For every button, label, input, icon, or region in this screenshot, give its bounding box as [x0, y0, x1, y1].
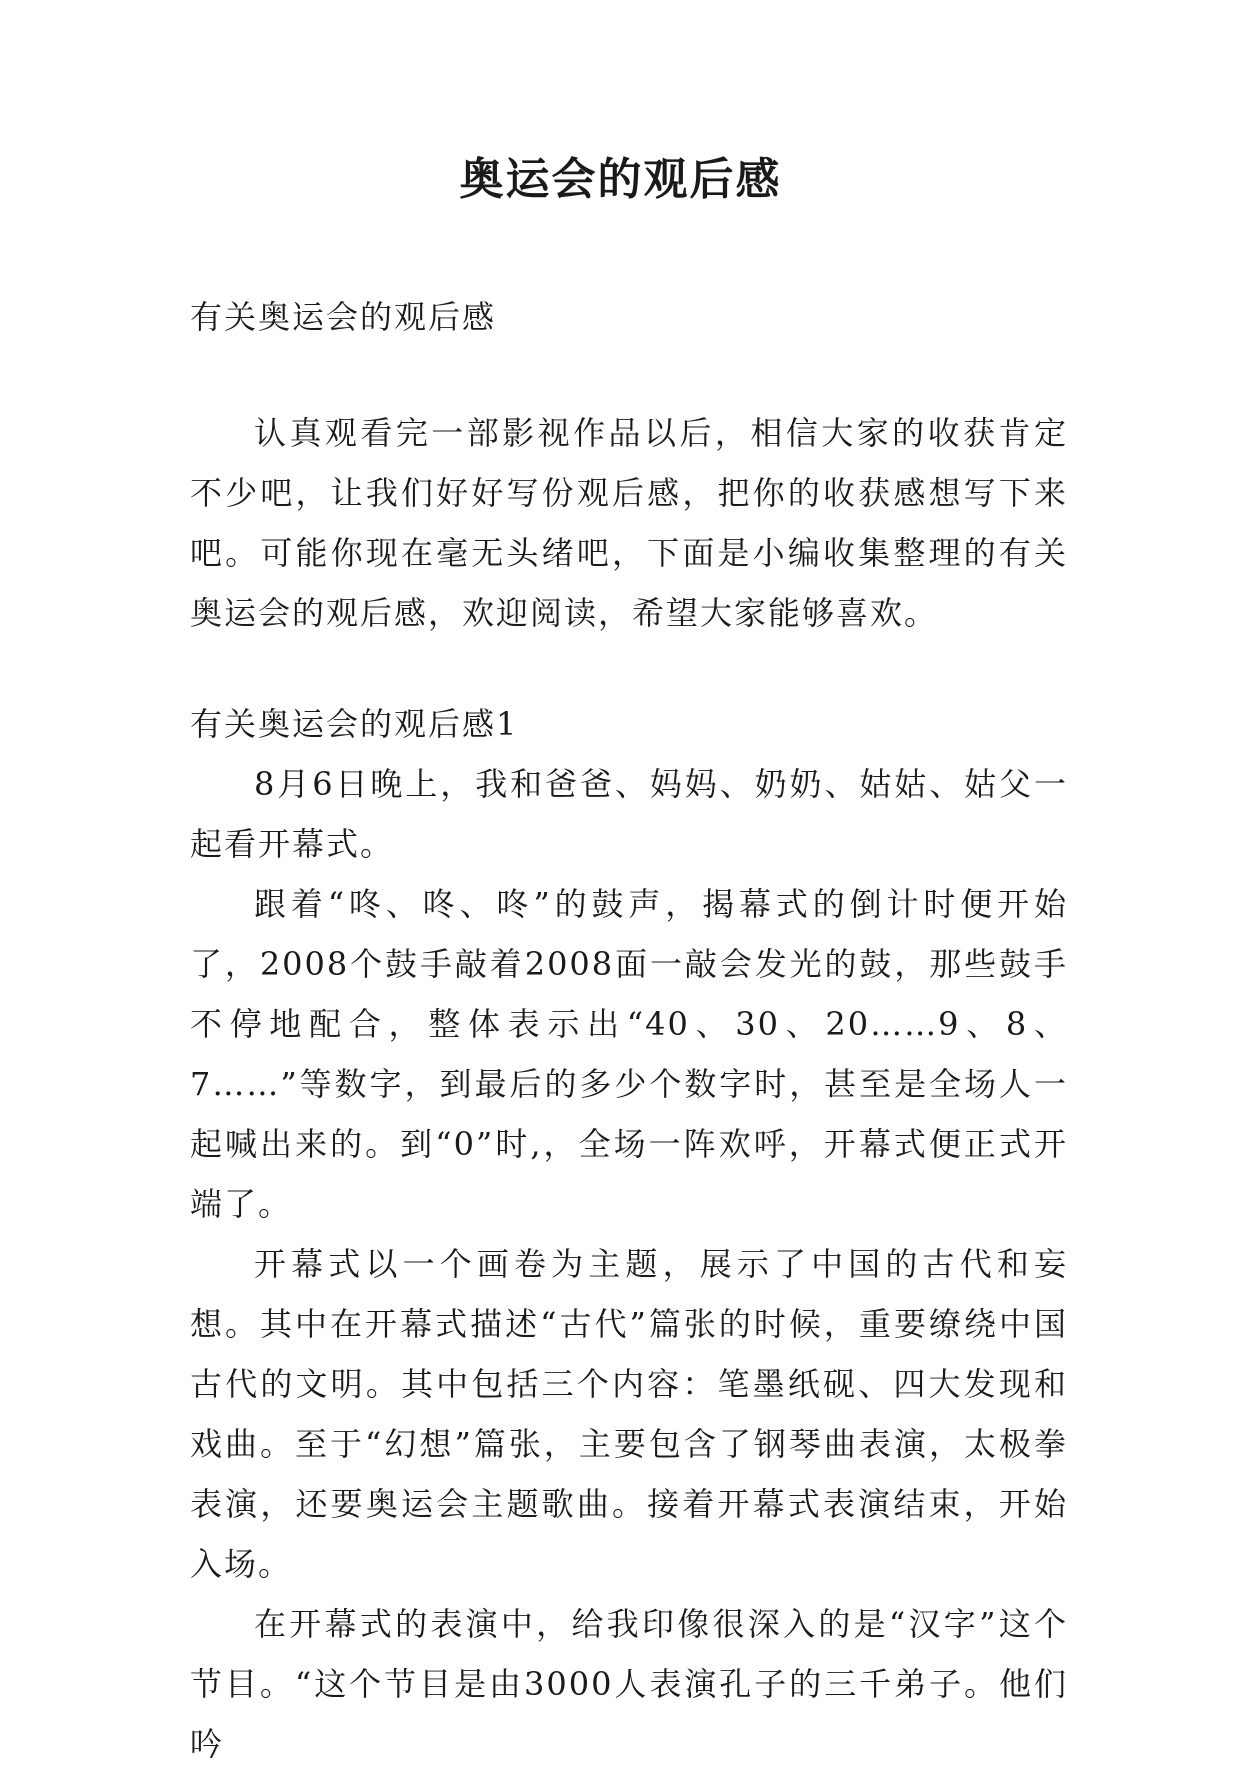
- section-heading: 有关奥运会的观后感1: [190, 705, 519, 743]
- section-1: [190, 694, 1068, 1774]
- document-title: 奥运会的观后感: [459, 154, 782, 205]
- body-paragraph: 开幕式以一个画卷为主题，展示了中国的古代和妄想。其中在开幕式描述“古代”篇张的时候，重要缭绕中国古代的文明。其中包括三个内容：笔墨纸砚、四大发现和戏曲。至于“幻想”篇张，主要包含了钢琴曲表演，太极拳表演，还要奥运会主题歌曲。接着开幕式表演结束，开始入场。: [190, 1245, 1068, 1583]
- intro-paragraph: 认真观看完一部影视作品以后，相信大家的收获肯定不少吧，让我们好好写份观后感，把你的收获感想写下来吧。可能你现在毫无头绪吧，下面是小编收集整理的有关奥运会的观后感，欢迎阅读，希望大家能够喜欢。: [190, 414, 1068, 632]
- document-subtitle: [190, 287, 1068, 347]
- body-paragraph: 跟着“咚、咚、咚”的鼓声，揭幕式的倒计时便开始了，2008个鼓手敲着2008面一敲会发光的鼓，那些鼓手不停地配合，整体表示出“40、30、20……9、8、7……”等数字，到最后的多少个数字时，甚至是全场人一起喊出来的。到“0”时,，全场一阵欢呼，开幕式便正式开端了。: [190, 885, 1068, 1223]
- body-paragraph: 在开幕式的表演中，给我印像很深入的是“汉字”这个节目。“这个节目是由3000人表演孔子的三千弟子。他们吟: [190, 1605, 1068, 1763]
- body-paragraph: 8月6日晚上，我和爸爸、妈妈、奶奶、姑姑、姑父一起看开幕式。: [190, 765, 1068, 863]
- intro-block: [190, 403, 1068, 643]
- subtitle-text: 有关奥运会的观后感: [190, 298, 497, 336]
